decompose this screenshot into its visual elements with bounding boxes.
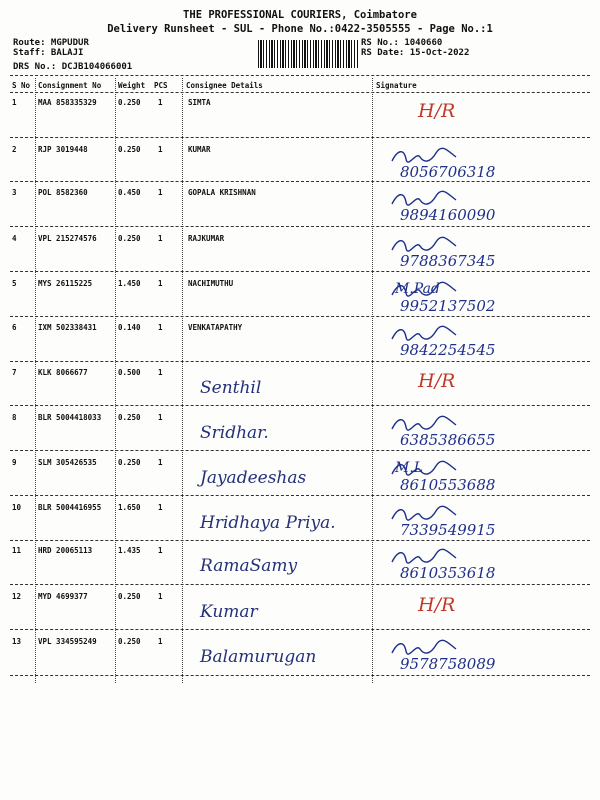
row-consignment-no: MAA 858335329 — [38, 98, 97, 107]
row-weight: 0.450 — [118, 188, 141, 197]
row-consignment-no: RJP 3019448 — [38, 145, 88, 154]
row-consignment-no: VPL 215274576 — [38, 234, 97, 243]
row-pcs: 1 — [158, 503, 163, 512]
row-weight: 1.435 — [118, 546, 141, 555]
row-separator — [10, 361, 590, 362]
row-separator — [10, 540, 590, 541]
row-consignee: GOPALA KRISHNAN — [188, 188, 256, 197]
row-separator — [10, 584, 590, 585]
signature-scribble — [390, 236, 460, 254]
row-sno: 9 — [12, 458, 17, 467]
row-weight: 0.250 — [118, 145, 141, 154]
row-weight: 0.140 — [118, 323, 141, 332]
row-pcs: 1 — [158, 546, 163, 555]
signature-scribble — [390, 190, 460, 208]
staff-label: Staff: BALAJI — [13, 48, 84, 58]
row-sno: 2 — [12, 145, 17, 154]
column-divider — [182, 78, 183, 683]
rs-number: RS No.: 1040660 — [361, 38, 443, 48]
row-consignment-no: MYS 26115225 — [38, 279, 93, 288]
row-separator — [10, 316, 590, 317]
row-signature-phone: 9578758089 — [400, 655, 496, 673]
row-consignment-no: BLR 5004416955 — [38, 503, 102, 512]
row-weight: 1.650 — [118, 503, 141, 512]
signature-scribble — [390, 325, 460, 343]
row-pcs: 1 — [158, 98, 163, 107]
header-top-rule — [10, 75, 590, 76]
row-signature-phone: 9952137502 — [400, 297, 496, 315]
row-sno: 11 — [12, 546, 22, 555]
row-pcs: 1 — [158, 458, 163, 467]
col-header-consignment: Consignment No — [38, 81, 102, 90]
company-title: THE PROFESSIONAL COURIERS, Coimbatore — [183, 9, 417, 21]
row-weight: 0.250 — [118, 637, 141, 646]
row-sno: 10 — [12, 503, 22, 512]
row-sno: 6 — [12, 323, 17, 332]
row-consignment-no: SLM 305426535 — [38, 458, 97, 467]
row-sno: 4 — [12, 234, 17, 243]
row-signature-hr: H/R — [418, 370, 456, 392]
row-separator — [10, 226, 590, 227]
col-header-pcs: PCS — [154, 81, 168, 90]
row-signature-hr: H/R — [418, 594, 456, 616]
signature-scribble — [390, 460, 460, 478]
drs-number: DRS No.: DCJB104066001 — [13, 62, 133, 72]
row-sno: 1 — [12, 98, 17, 107]
row-consignee: SIMTA — [188, 98, 211, 107]
barcode — [258, 40, 358, 68]
row-signature-phone: 9894160090 — [400, 206, 496, 224]
route-label: Route: MGPUDUR — [13, 38, 89, 48]
row-signature-hr: H/R — [418, 100, 456, 122]
row-sno: 8 — [12, 413, 17, 422]
row-pcs: 1 — [158, 368, 163, 377]
header-bottom-rule — [10, 92, 590, 93]
row-signature-phone: 8610553688 — [400, 476, 496, 494]
row-separator — [10, 405, 590, 406]
row-signature-text: M.Pad — [395, 281, 440, 297]
col-header-signature: Signature — [376, 81, 417, 90]
row-pcs: 1 — [158, 145, 163, 154]
signature-scribble — [390, 281, 460, 299]
row-consignee: NACHIMUTHU — [188, 279, 234, 288]
row-handwritten-consignee: RamaSamy — [200, 556, 298, 576]
row-separator — [10, 450, 590, 451]
row-signature-phone: 7339549915 — [400, 521, 496, 539]
row-pcs: 1 — [158, 279, 163, 288]
row-consignment-no: HRD 20065113 — [38, 546, 93, 555]
row-separator — [10, 271, 590, 272]
row-consignment-no: POL 8582360 — [38, 188, 88, 197]
col-header-weight: Weight — [118, 81, 146, 90]
row-signature-phone: 9842254545 — [400, 341, 496, 359]
row-handwritten-consignee: Kumar — [200, 602, 258, 622]
row-sno: 5 — [12, 279, 17, 288]
row-consignment-no: VPL 334595249 — [38, 637, 97, 646]
row-signature-text: M.L — [395, 460, 424, 476]
row-separator — [10, 629, 590, 630]
row-sno: 12 — [12, 592, 22, 601]
signature-scribble — [390, 639, 460, 657]
row-weight: 0.250 — [118, 234, 141, 243]
col-header-consignee: Consignee Details — [186, 81, 263, 90]
row-consignee: VENKATAPATHY — [188, 323, 243, 332]
signature-scribble — [390, 415, 460, 433]
row-consignment-no: IXM 502338431 — [38, 323, 97, 332]
signature-scribble — [390, 147, 460, 165]
row-separator — [10, 675, 590, 676]
row-pcs: 1 — [158, 323, 163, 332]
row-handwritten-consignee: Hridhaya Priya. — [200, 513, 336, 533]
row-weight: 1.450 — [118, 279, 141, 288]
row-pcs: 1 — [158, 637, 163, 646]
column-divider — [115, 78, 116, 683]
row-sno: 13 — [12, 637, 22, 646]
row-pcs: 1 — [158, 413, 163, 422]
row-weight: 0.250 — [118, 592, 141, 601]
column-divider — [372, 78, 373, 683]
row-pcs: 1 — [158, 592, 163, 601]
row-consignment-no: KLK 8066677 — [38, 368, 88, 377]
col-header-sno: S No — [12, 81, 31, 90]
row-handwritten-consignee: Jayadeeshas — [200, 468, 307, 488]
row-weight: 0.250 — [118, 458, 141, 467]
row-weight: 0.500 — [118, 368, 141, 377]
row-consignee: RAJKUMAR — [188, 234, 225, 243]
row-handwritten-consignee: Sridhar. — [200, 423, 269, 443]
row-pcs: 1 — [158, 234, 163, 243]
row-weight: 0.250 — [118, 413, 141, 422]
row-separator — [10, 137, 590, 138]
row-weight: 0.250 — [118, 98, 141, 107]
row-separator — [10, 495, 590, 496]
row-separator — [10, 181, 590, 182]
row-signature-phone: 9788367345 — [400, 252, 496, 270]
column-divider — [35, 78, 36, 683]
row-signature-phone: 8056706318 — [400, 163, 496, 181]
row-consignment-no: MYD 4699377 — [38, 592, 88, 601]
row-pcs: 1 — [158, 188, 163, 197]
row-handwritten-consignee: Balamurugan — [200, 647, 317, 667]
signature-scribble — [390, 505, 460, 523]
row-signature-phone: 6385386655 — [400, 431, 496, 449]
runsheet-title: Delivery Runsheet - SUL - Phone No.:0422-3505555 - Page No.:1 — [107, 23, 493, 35]
row-consignee: KUMAR — [188, 145, 211, 154]
row-consignment-no: BLR 5004418033 — [38, 413, 102, 422]
signature-scribble — [390, 548, 460, 566]
row-sno: 3 — [12, 188, 17, 197]
rs-date: RS Date: 15-Oct-2022 — [361, 48, 470, 58]
row-signature-phone: 8610353618 — [400, 564, 496, 582]
row-sno: 7 — [12, 368, 17, 377]
row-handwritten-consignee: Senthil — [200, 378, 262, 398]
